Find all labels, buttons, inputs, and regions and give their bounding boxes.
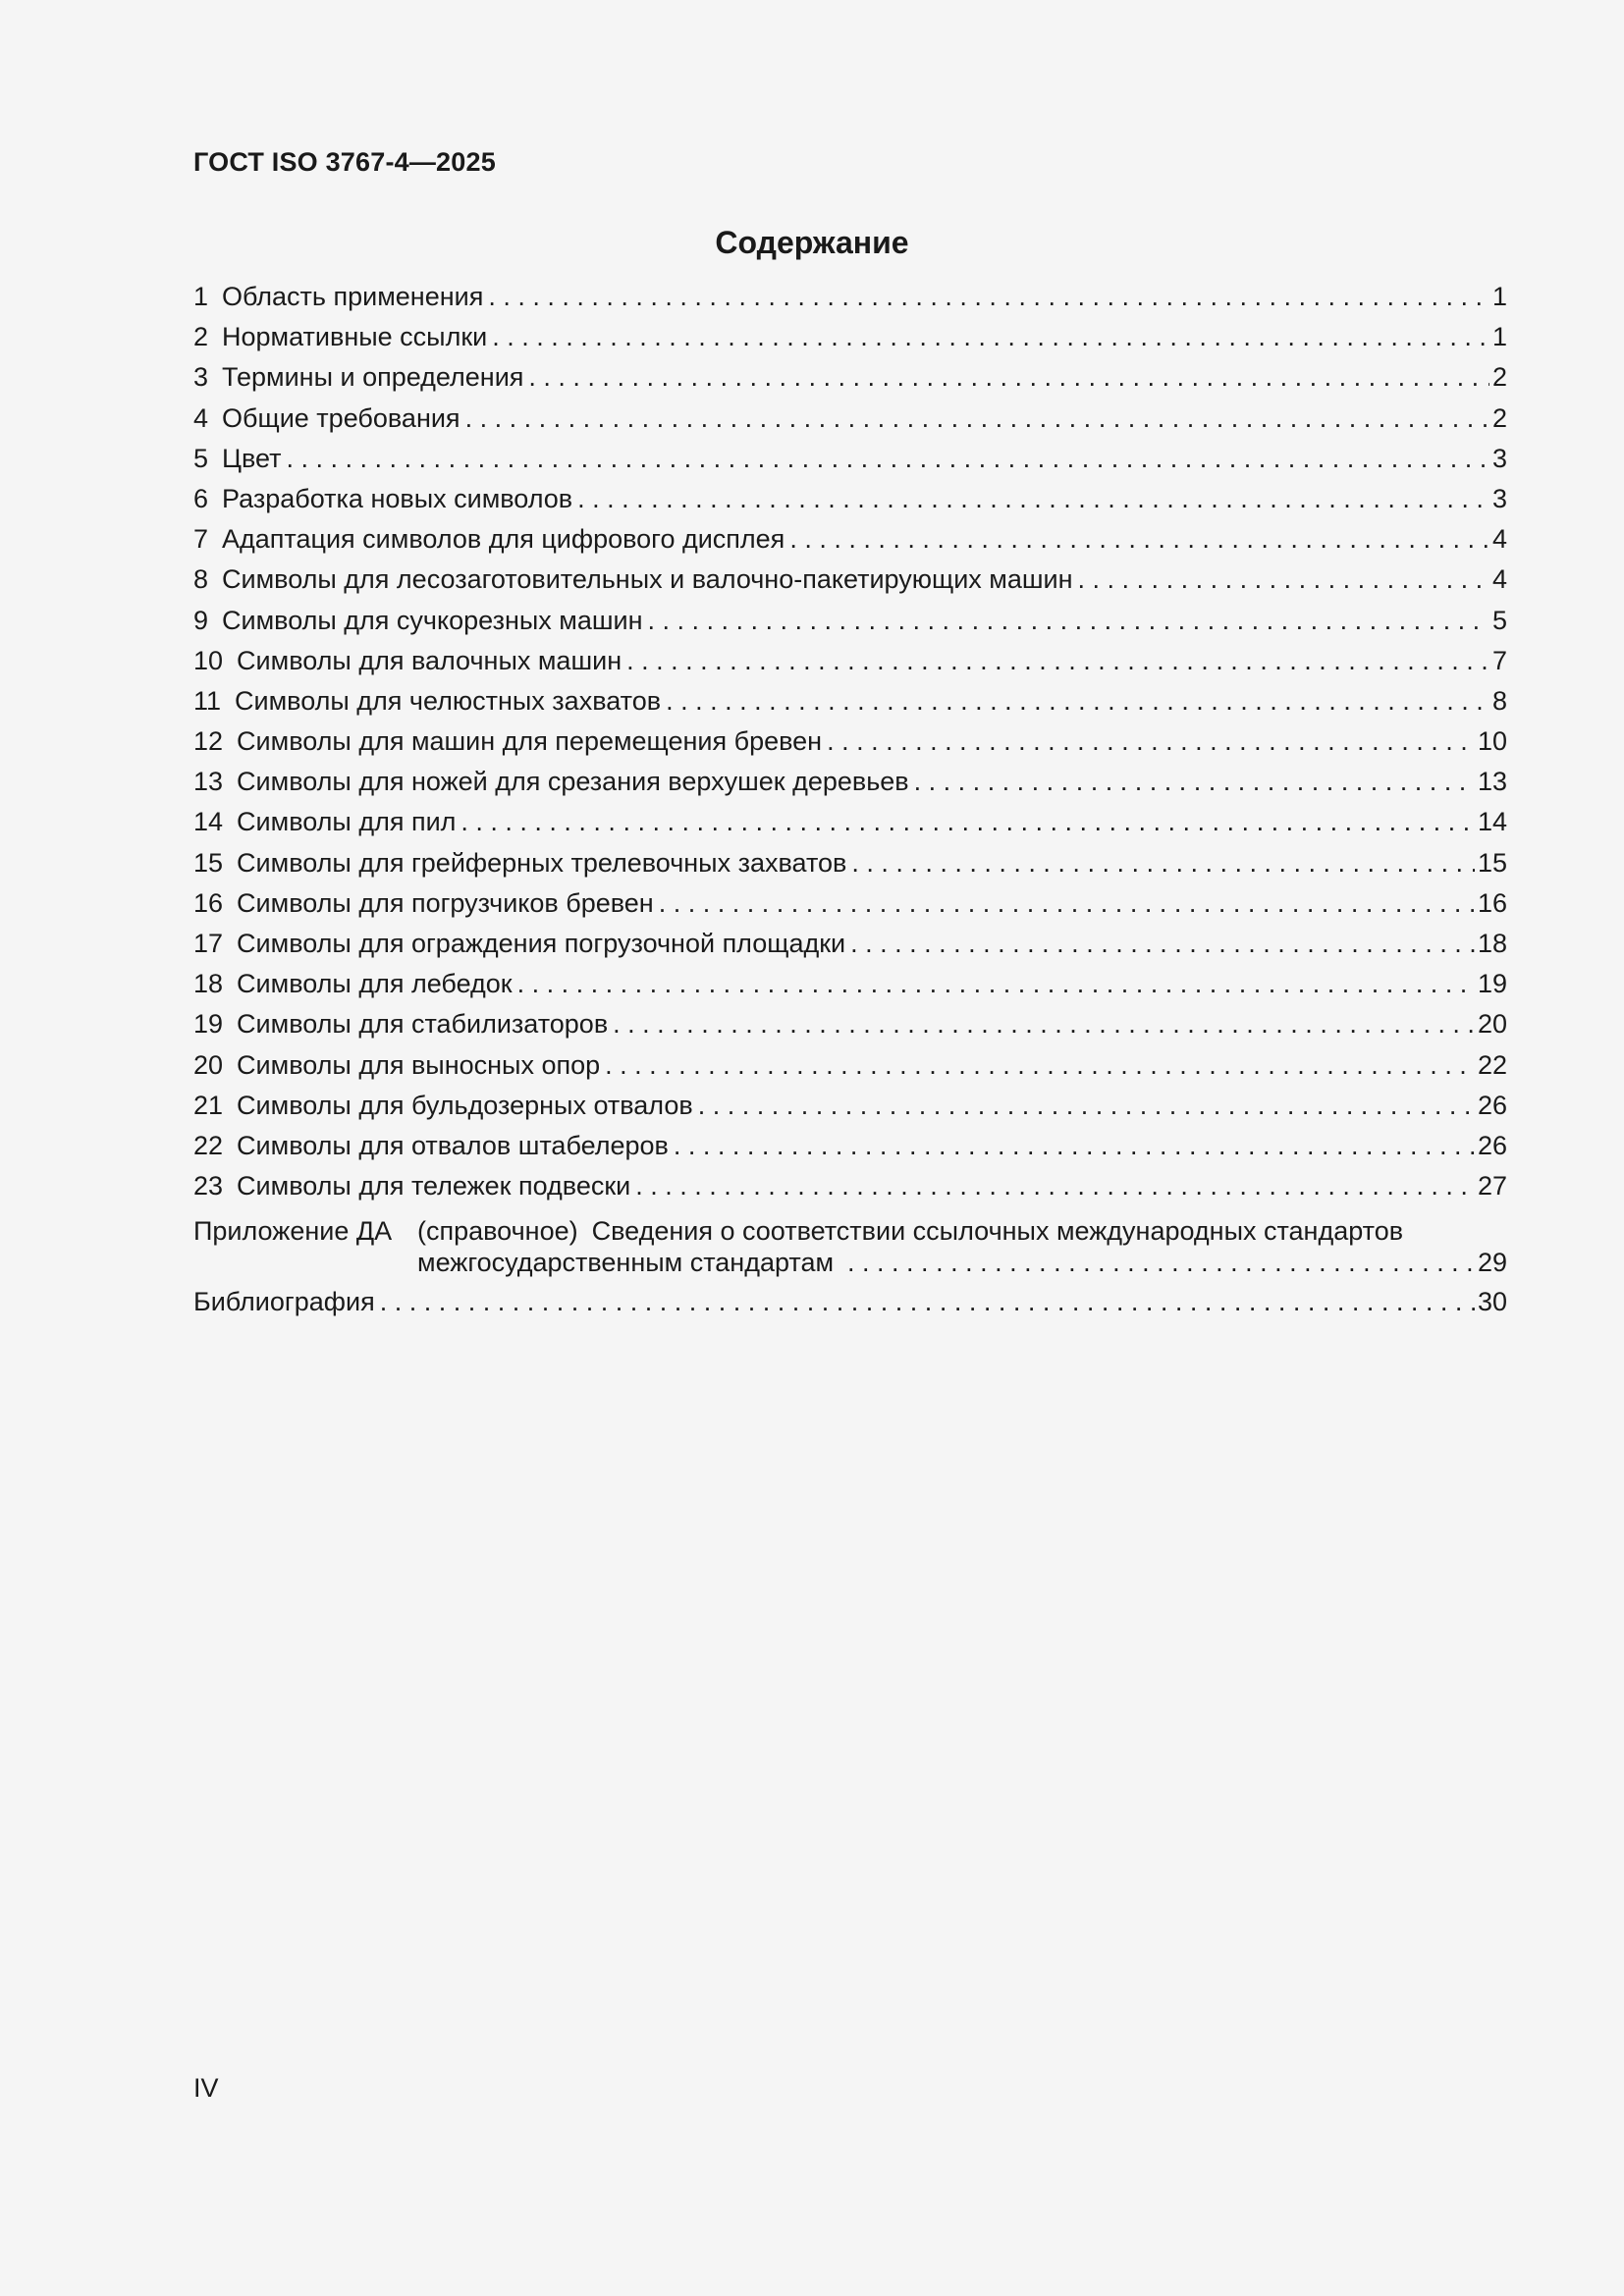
toc-entry-label xyxy=(193,403,460,434)
toc-entry-label xyxy=(193,726,822,757)
toc-entry-page-number: 10 xyxy=(1477,726,1507,757)
toc-entry-number: 20 xyxy=(193,1049,224,1080)
dot-leader xyxy=(851,848,1475,879)
toc-entry[interactable] xyxy=(193,1050,1507,1091)
toc-entry-title: Символы для ограждения погрузочной площадки xyxy=(237,929,846,958)
toc-entry-page-number: 26 xyxy=(1477,1090,1507,1120)
annex-label: Приложение ДА xyxy=(193,1216,393,1247)
toc-entry[interactable] xyxy=(193,646,1507,686)
toc-entry-title: Символы для машин для перемещения бревен xyxy=(237,726,823,757)
toc-entry[interactable] xyxy=(193,1131,1507,1171)
toc-entry-number: 13 xyxy=(193,767,224,797)
toc-entry[interactable] xyxy=(193,362,1507,402)
toc-entry-title: Символы для бульдозерных отвалов xyxy=(237,1090,693,1120)
toc-entry-page-number: 22 xyxy=(1477,1049,1507,1080)
dot-leader xyxy=(517,969,1475,999)
toc-entry-title: Символы для тележек подвески xyxy=(237,1171,631,1201)
toc-entry-title: Общие требования xyxy=(222,402,460,433)
dot-leader xyxy=(577,484,1489,514)
toc-entry-bibliography[interactable] xyxy=(193,1287,1507,1327)
toc-entry-number: 16 xyxy=(193,887,224,918)
toc-entry-label xyxy=(193,1009,608,1040)
toc-entry-label xyxy=(193,1131,669,1161)
dot-leader xyxy=(914,767,1475,797)
toc-entry-label xyxy=(193,767,909,797)
toc-entry[interactable] xyxy=(193,524,1507,564)
toc-entry-label xyxy=(193,484,572,514)
toc-entry-number: 14 xyxy=(193,807,224,837)
toc-entry-page-number: 27 xyxy=(1477,1171,1507,1201)
toc-entry-label xyxy=(193,969,513,999)
toc-entry-number: 22 xyxy=(193,1130,224,1160)
toc-entry-number: 11 xyxy=(193,685,222,716)
toc-entry-number: 10 xyxy=(193,645,224,675)
annex-second-line xyxy=(193,1247,1507,1278)
toc-entry-title: Термины и определения xyxy=(222,362,524,393)
toc-entry[interactable] xyxy=(193,726,1507,767)
toc-entry-label xyxy=(193,888,654,919)
toc-entry-number: 21 xyxy=(193,1090,224,1120)
toc-entry-page-number: 3 xyxy=(1491,483,1507,513)
annex-first-line xyxy=(193,1215,1507,1247)
toc-entry-number: 4 xyxy=(193,402,209,433)
toc-entry-number: 2 xyxy=(193,322,209,352)
dot-leader xyxy=(659,888,1475,919)
toc-entry-title: Разработка новых символов xyxy=(222,483,573,513)
toc-entry-label xyxy=(193,848,846,879)
toc-entry[interactable] xyxy=(193,444,1507,484)
toc-entry-label xyxy=(193,524,785,555)
dot-leader xyxy=(287,444,1489,474)
dot-leader xyxy=(1078,564,1489,595)
toc-entry-page-number: 7 xyxy=(1491,645,1507,675)
page-title: Содержание xyxy=(715,225,909,260)
toc-entry-title: Символы для грейферных трелевочных захватов xyxy=(237,847,847,878)
toc-entry-number: 7 xyxy=(193,524,209,555)
annex-title-line1: Сведения о соответствии ссылочных международных стандартов xyxy=(591,1216,1404,1247)
dot-leader xyxy=(827,726,1475,757)
toc-entry-page-number: 5 xyxy=(1491,605,1507,635)
toc-entry[interactable] xyxy=(193,767,1507,807)
dot-leader xyxy=(789,524,1489,555)
toc-entry-title: Символы для погрузчиков бревен xyxy=(237,887,654,918)
toc-entry-page-number: 16 xyxy=(1477,887,1507,918)
toc-entry-title: Адаптация символов для цифрового дисплея xyxy=(222,524,785,555)
dot-leader xyxy=(460,807,1475,837)
toc-entry-label xyxy=(193,1091,693,1121)
toc-entry-title: Символы для стабилизаторов xyxy=(237,1009,609,1040)
toc-entry-title: Нормативные ссылки xyxy=(222,322,488,352)
toc-entry-annex[interactable] xyxy=(193,1215,1507,1278)
toc-entry-page-number: 1 xyxy=(1491,282,1507,311)
toc-entry-number: 6 xyxy=(193,483,209,513)
toc-entry-page-number: 8 xyxy=(1491,685,1507,716)
toc-entry-label xyxy=(193,444,282,474)
dot-leader xyxy=(465,403,1489,434)
toc-entry-label xyxy=(193,282,483,312)
toc-entry-title: Символы для пил xyxy=(237,807,457,837)
toc-entry-page-number: 19 xyxy=(1477,969,1507,999)
dot-leader xyxy=(847,1247,1475,1278)
toc-entry[interactable] xyxy=(193,848,1507,888)
dot-leader xyxy=(605,1050,1475,1081)
toc-entry-title: Символы для валочных машин xyxy=(237,645,623,675)
toc-entry[interactable] xyxy=(193,969,1507,1009)
toc-entry-title: Символы для лесозаготовительных и валочно-пакетирующих машин xyxy=(222,564,1073,595)
dot-leader xyxy=(613,1009,1475,1040)
toc-entry[interactable] xyxy=(193,807,1507,847)
dot-leader xyxy=(666,686,1489,717)
table-of-contents xyxy=(193,282,1507,1328)
toc-entry[interactable] xyxy=(193,929,1507,969)
toc-entry[interactable] xyxy=(193,403,1507,444)
toc-entry-number: 5 xyxy=(193,443,209,473)
toc-entry-label xyxy=(193,929,845,959)
toc-entry-title: Символы для челюстных захватов xyxy=(235,685,662,716)
toc-entry-page-number: 18 xyxy=(1477,929,1507,958)
toc-entry-label xyxy=(193,807,456,837)
toc-entry-title: Область применения xyxy=(222,282,484,311)
annex-title-line2: межгосударственным стандартам xyxy=(417,1248,835,1278)
bibliography-label: Библиография xyxy=(193,1287,375,1317)
toc-entry[interactable] xyxy=(193,1091,1507,1131)
toc-entry-label xyxy=(193,686,661,717)
toc-entry-page-number: 13 xyxy=(1477,767,1507,797)
toc-entry-label xyxy=(193,646,622,676)
toc-entry-label xyxy=(193,606,643,636)
toc-entry-page-number: 1 xyxy=(1491,322,1507,352)
annex-type: (справочное) xyxy=(417,1216,578,1247)
toc-entry-label xyxy=(193,322,487,352)
toc-entry-title: Символы для сучкорезных машин xyxy=(222,605,643,635)
toc-entry-page-number: 4 xyxy=(1491,564,1507,595)
toc-entry-label xyxy=(193,362,523,393)
toc-entry-number: 18 xyxy=(193,969,224,999)
toc-entry[interactable] xyxy=(193,564,1507,605)
document-id: ГОСТ ISO 3767-4—2025 xyxy=(193,147,496,177)
toc-entry-title: Символы для отвалов штабелеров xyxy=(237,1130,669,1160)
dot-leader xyxy=(850,929,1475,959)
dot-leader xyxy=(698,1091,1475,1121)
toc-entry-title: Символы для лебедок xyxy=(237,969,513,999)
toc-entry-number: 3 xyxy=(193,362,209,393)
toc-entry[interactable] xyxy=(193,282,1507,322)
toc-entry-number: 19 xyxy=(193,1009,224,1040)
toc-entry-page-number: 2 xyxy=(1491,362,1507,393)
dot-leader xyxy=(674,1131,1475,1161)
toc-entry-number: 12 xyxy=(193,726,224,757)
toc-entry-page-number: 3 xyxy=(1491,443,1507,473)
toc-entry[interactable] xyxy=(193,606,1507,646)
toc-entry[interactable] xyxy=(193,686,1507,726)
toc-entry-label xyxy=(193,564,1073,595)
toc-entry-title: Символы для выносных опор xyxy=(237,1049,601,1080)
toc-entry-number: 15 xyxy=(193,847,224,878)
dot-leader xyxy=(626,646,1489,676)
toc-entry[interactable] xyxy=(193,888,1507,929)
dot-leader xyxy=(380,1287,1475,1317)
toc-entry-number: 17 xyxy=(193,929,224,958)
toc-entry-label xyxy=(193,1050,600,1081)
toc-entry[interactable] xyxy=(193,484,1507,524)
toc-entry-page-number: 20 xyxy=(1477,1009,1507,1040)
toc-entry-page-number: 4 xyxy=(1491,524,1507,555)
toc-entry-number: 1 xyxy=(193,282,209,311)
toc-entry-number: 9 xyxy=(193,605,209,635)
toc-entry-title: Цвет xyxy=(222,443,282,473)
dot-leader xyxy=(648,606,1489,636)
toc-entry-number: 8 xyxy=(193,564,209,595)
dot-leader xyxy=(492,322,1489,352)
toc-entry-number: 23 xyxy=(193,1171,224,1201)
page-number-footer: IV xyxy=(193,2073,219,2103)
toc-entries xyxy=(193,282,1507,1211)
bibliography-page-number: 30 xyxy=(1477,1287,1507,1317)
toc-entry-title: Символы для ножей для срезания верхушек деревьев xyxy=(237,767,909,797)
toc-entry[interactable] xyxy=(193,322,1507,362)
annex-page-number: 29 xyxy=(1477,1248,1507,1278)
dot-leader xyxy=(528,362,1489,393)
toc-entry[interactable] xyxy=(193,1171,1507,1211)
dot-leader xyxy=(488,282,1489,312)
dot-leader xyxy=(635,1171,1475,1201)
toc-entry-page-number: 14 xyxy=(1477,807,1507,837)
toc-entry-label xyxy=(193,1171,630,1201)
toc-entry-page-number: 26 xyxy=(1477,1130,1507,1160)
toc-entry-page-number: 2 xyxy=(1491,402,1507,433)
toc-entry[interactable] xyxy=(193,1009,1507,1049)
toc-entry-page-number: 15 xyxy=(1477,847,1507,878)
